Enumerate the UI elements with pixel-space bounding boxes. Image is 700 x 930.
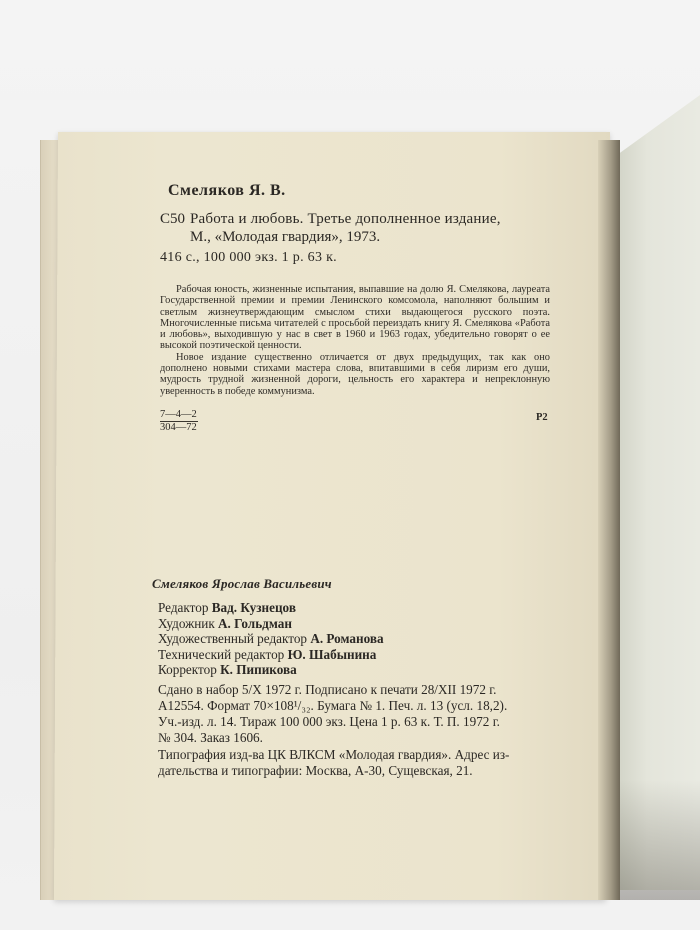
- annotation-paragraph-2: Новое издание существенно отличается от двух предыдущих, так как оно дополнено новыми стихами мастера слова, впитавшими в себя лиризм его души, мудрость трудной жизненной дороги, цельность его характера и непреклонную уверенность в победе коммунизма.: [160, 351, 550, 397]
- credit-line: [158, 631, 384, 647]
- credit-line: [158, 662, 384, 678]
- author-heading: Смеляков Я. В.: [168, 182, 286, 199]
- printer-info: [158, 747, 509, 779]
- catalog-code: С50: [160, 211, 186, 227]
- credit-role: Художник: [158, 615, 219, 631]
- credit-name: К. Пипикова: [220, 662, 297, 678]
- classification-denominator: 304—72: [160, 422, 197, 433]
- pages-price-line: 416 с., 100 000 экз. 1 р. 63 к.: [160, 250, 337, 265]
- credit-role: Редактор: [158, 600, 212, 615]
- credit-name: А. Гольдман: [218, 615, 292, 631]
- publication-line: № 304. Заказ 1606.: [158, 730, 263, 745]
- classification-numerator: 7—4—2: [160, 409, 197, 420]
- credits-list: [158, 600, 384, 678]
- credit-role: Художественный редактор: [158, 631, 311, 647]
- credit-name: Вад. Кузнецов: [211, 600, 296, 615]
- credit-name: А. Романова: [310, 631, 384, 647]
- credit-role: Технический редактор: [158, 646, 288, 662]
- credit-line: [158, 616, 384, 632]
- left-page: [54, 132, 610, 900]
- publication-line: Сдано в набор 5/X 1972 г. Подписано к печати 28/XII 1972 г.: [158, 682, 497, 697]
- publication-info: [158, 682, 507, 746]
- printer-line: дательства и типографии: Москва, А-30, Сущевская, 21.: [158, 763, 473, 778]
- annotation-text: [160, 284, 550, 397]
- credit-line: [158, 647, 384, 663]
- right-page: [612, 95, 700, 890]
- book-title-line: Работа и любовь. Третье дополненное издание,: [190, 211, 501, 227]
- publisher-line: М., «Молодая гвардия», 1973.: [190, 229, 381, 245]
- book-gutter: [598, 140, 620, 900]
- credit-line: [158, 600, 384, 616]
- classification-index: Р2: [536, 412, 548, 423]
- right-page-edge: [620, 780, 700, 900]
- publication-line: А12554. Формат 70×108¹/₃₂. Бумага № 1. Печ. л. 13 (усл. 18,2).: [158, 698, 508, 713]
- printer-line: Типография изд-ва ЦК ВЛКСМ «Молодая гвардия». Адрес из-: [158, 747, 510, 762]
- annotation-paragraph-1: Рабочая юность, жизненные испытания, выпавшие на долю Я. Смелякова, лауреата Государственной премии и премии Ленинского комсомола, наполняют большим и светлым жизнеутверждающим смыслом стихи выдающегося русского поэта. Многочисленные письма читателей с просьбой переиздать книгу Я. Смелякова «Работа и любовь», выходившую у нас в свет в 1960 и 1963 годах, убедительно говорят о ее высокой поэтической ценности.: [160, 284, 550, 352]
- author-full-name: Смеляков Ярослав Васильевич: [152, 576, 332, 591]
- credit-name: Ю. Шабынина: [287, 646, 377, 662]
- publication-line: Уч.-изд. л. 14. Тираж 100 000 экз. Цена 1 р. 63 к. Т. П. 1972 г.: [158, 714, 500, 729]
- credit-role: Корректор: [158, 662, 221, 678]
